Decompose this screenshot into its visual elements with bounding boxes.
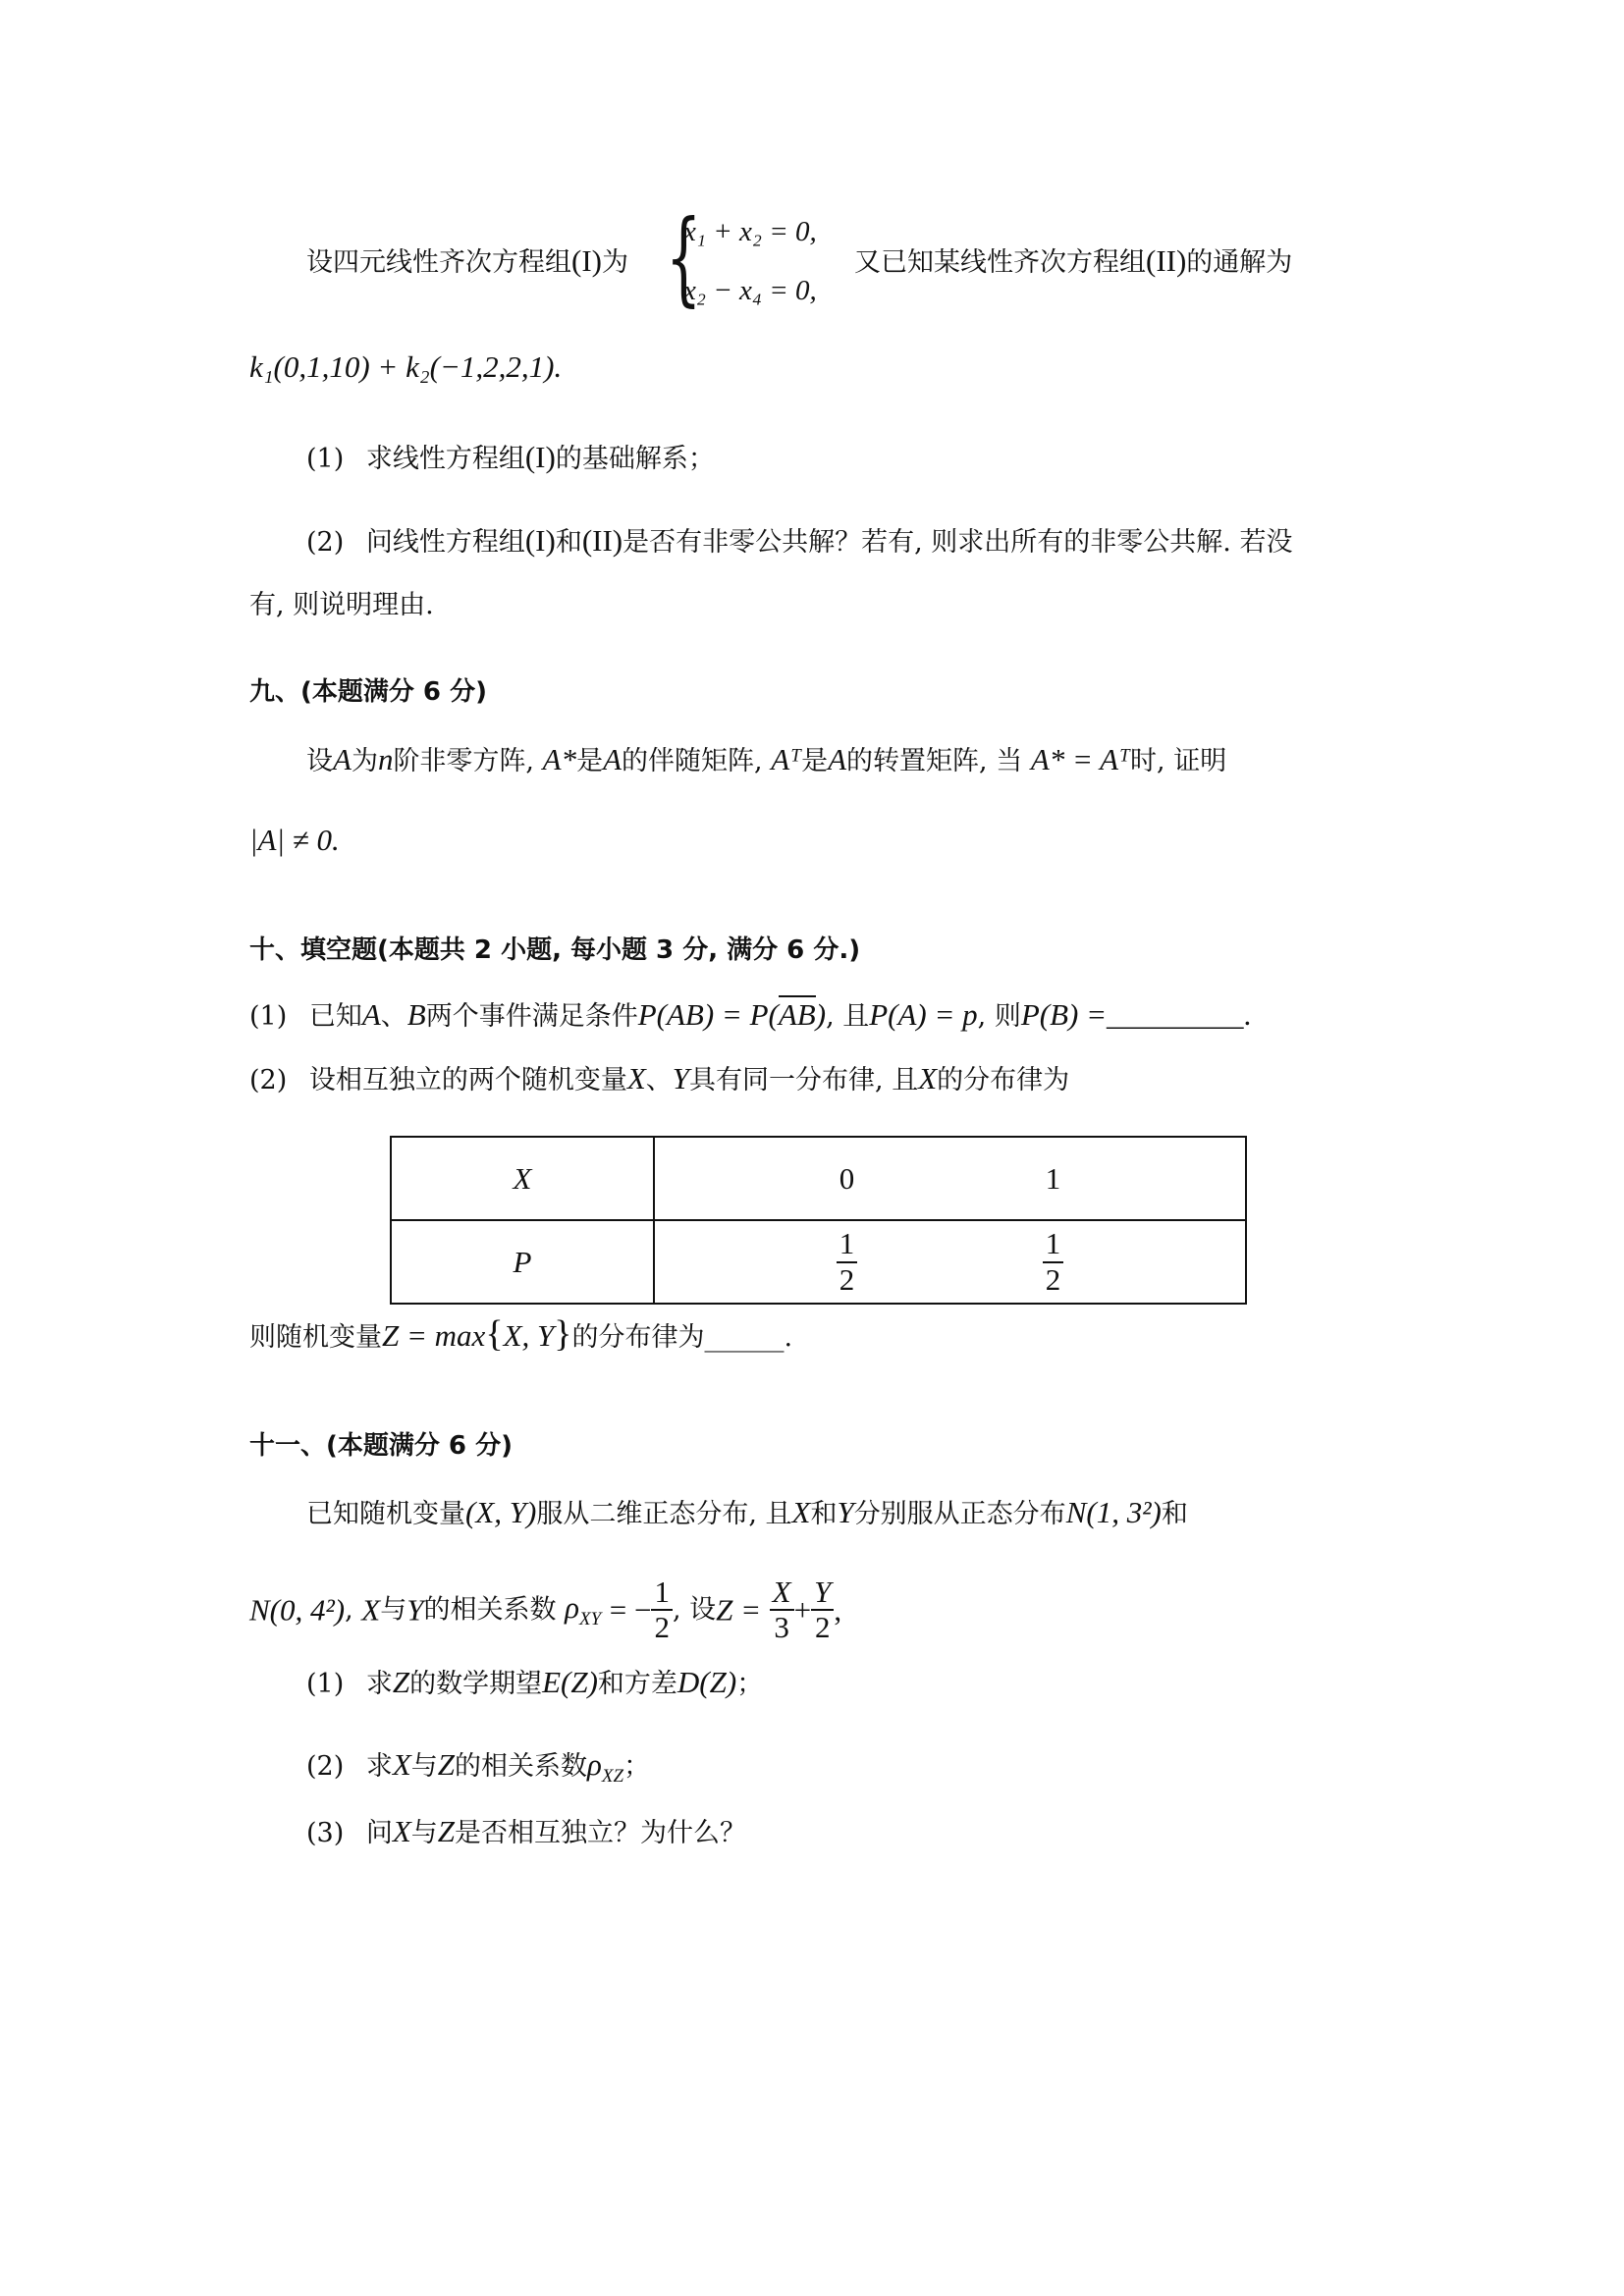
text: , 则 — [977, 1001, 1021, 1032]
answer-blank: _________. — [1107, 997, 1252, 1032]
rho: ρ — [587, 1747, 602, 1782]
text: 问 — [365, 1818, 393, 1848]
random-vector: (X, Y) — [465, 1495, 537, 1529]
text: 与 — [380, 1594, 407, 1626]
transpose-symbol: Aᵀ — [771, 742, 802, 776]
pb-expression: P(B) = — [1020, 997, 1108, 1032]
text: 和方差 — [597, 1669, 677, 1699]
text: 是否相互独立？为什么？ — [455, 1818, 747, 1848]
event-b: B — [406, 997, 426, 1032]
numerator: X — [770, 1575, 794, 1611]
var-x: X — [392, 1747, 411, 1782]
expectation: E(Z) — [542, 1665, 598, 1699]
text: 的数学期望 — [409, 1669, 543, 1699]
problem8-lead-line-right — [854, 245, 1292, 276]
text: 和 — [555, 527, 582, 558]
problem11-q1 — [306, 1667, 763, 1697]
text: 为 — [601, 247, 628, 278]
complement-ab: AB — [778, 997, 816, 1032]
question-number: (1) — [249, 1001, 288, 1032]
numerator: 1 — [837, 1227, 858, 1262]
general-solution: k₁(0,1,10) + k₂(−1,2,2,1). — [249, 349, 563, 384]
pa-equation: P(A) = p — [869, 997, 978, 1032]
condition-right: ) — [815, 997, 827, 1032]
rho-xz — [587, 1747, 624, 1788]
text: 的分布律为______. — [571, 1322, 793, 1353]
problem10-q2 — [249, 1063, 1069, 1094]
text: 具有同一分布律, 且 — [689, 1065, 919, 1095]
text: 和 — [810, 1499, 838, 1529]
text: 两个事件满足条件 — [425, 1001, 638, 1032]
text: 分别服从正态分布 — [853, 1499, 1066, 1529]
system-label: (I) — [524, 440, 556, 474]
question-number: (2) — [306, 527, 345, 558]
set-contents: X, Y — [503, 1318, 555, 1353]
text: 是 — [576, 746, 604, 776]
denominator: 2 — [1045, 1261, 1061, 1297]
text: 已知随机变量 — [306, 1499, 465, 1529]
text: 与 — [410, 1818, 438, 1848]
event-a: A — [361, 997, 381, 1032]
text: 设相互独立的两个随机变量 — [308, 1065, 627, 1095]
problem11-q3 — [306, 1816, 746, 1846]
table-row — [391, 1137, 1246, 1220]
text: 、 — [380, 1001, 407, 1032]
condition-left: P(AB) = P( — [637, 997, 779, 1032]
text: 是 — [801, 746, 829, 776]
var-y: Y — [406, 1592, 424, 1628]
denominator: 2 — [654, 1610, 670, 1645]
table-row — [391, 1220, 1246, 1304]
z-def: Z = — [716, 1592, 762, 1628]
text: 的分布律为 — [937, 1065, 1070, 1095]
problem8-lead-line — [306, 245, 628, 276]
text: 的基础解系； — [555, 444, 715, 474]
fraction — [837, 1227, 858, 1296]
adjugate-symbol: A* — [542, 742, 577, 776]
problem11-line2 — [249, 1575, 841, 1644]
system-eq1: x₁ + x₂ = 0, — [683, 216, 817, 247]
text: 求 — [365, 1669, 393, 1699]
denominator: 2 — [814, 1610, 831, 1645]
fraction — [1043, 1227, 1064, 1296]
numerator: Y — [811, 1575, 834, 1611]
var-z: Z — [392, 1665, 410, 1699]
system-label: (I) — [524, 523, 556, 558]
text: 已知 — [308, 1001, 362, 1032]
var-x: X — [392, 1814, 411, 1848]
fraction — [811, 1575, 834, 1644]
var-y: Y — [837, 1495, 854, 1529]
problem11-line1 — [306, 1497, 1188, 1527]
text: 的相关系数 — [423, 1594, 557, 1626]
text: 和 — [1161, 1499, 1188, 1529]
normal-dist-1: N(1, 3²) — [1065, 1495, 1162, 1529]
max-expression: Z = max — [382, 1318, 486, 1353]
problem10-q2-after — [249, 1315, 792, 1353]
text: 设四元线性齐次方程组 — [306, 247, 571, 278]
text: 的伴随矩阵, — [622, 746, 763, 776]
problem9-conclusion: |A| ≠ 0. — [249, 823, 340, 857]
fraction — [770, 1575, 794, 1644]
text: 设 — [306, 746, 333, 776]
table-probs — [654, 1220, 1246, 1304]
plus-sign: + — [793, 1592, 812, 1628]
system-brace: { — [666, 197, 702, 317]
matrix-symbol: A — [828, 742, 847, 776]
table-value: 1 — [1045, 1160, 1061, 1196]
text: , 且 — [826, 1001, 870, 1032]
problem8-q2 — [306, 525, 1292, 556]
var-x: X — [626, 1061, 646, 1095]
var-y: Y — [672, 1061, 690, 1095]
var-x: X — [361, 1592, 381, 1628]
text: 时, 证明 — [1130, 746, 1227, 776]
problem8-q1 — [306, 442, 715, 472]
problem10-q1 — [249, 999, 1251, 1030]
order-symbol: n — [377, 742, 394, 776]
problem9-heading: 九、(本题满分 6 分) — [249, 677, 487, 707]
text: 求 — [365, 1751, 393, 1782]
text: 为 — [351, 746, 378, 776]
system2-label: (II) — [1146, 243, 1187, 278]
text: 与 — [410, 1751, 438, 1782]
text: 则随机变量 — [249, 1322, 382, 1353]
numerator: 1 — [651, 1575, 673, 1611]
problem11-heading: 十一、(本题满分 6 分) — [249, 1431, 513, 1461]
numerator: 1 — [1043, 1227, 1064, 1262]
problem10-heading: 十、填空题(本题共 2 小题, 每小题 3 分, 满分 6 分.) — [249, 935, 861, 965]
text: 求线性方程组 — [365, 444, 525, 474]
text: 又已知某线性齐次方程组 — [854, 247, 1146, 278]
denominator: 3 — [774, 1610, 789, 1645]
variance: D(Z) — [677, 1665, 737, 1699]
distribution-table — [390, 1136, 1247, 1305]
text: 的通解为 — [1186, 247, 1293, 278]
text: 问线性方程组 — [365, 527, 525, 558]
text: , 设 — [672, 1594, 717, 1626]
denominator: 2 — [839, 1261, 855, 1297]
brace-left: { — [485, 1313, 504, 1355]
matrix-symbol: A — [603, 742, 622, 776]
var-x: X — [918, 1061, 938, 1095]
problem9-line1 — [306, 744, 1226, 774]
table-value: 0 — [839, 1160, 855, 1196]
rho-subscript: XZ — [601, 1766, 624, 1788]
fraction — [651, 1575, 673, 1644]
equals-minus: = − — [609, 1592, 652, 1628]
var-x: X — [791, 1495, 811, 1529]
table-values — [654, 1137, 1246, 1220]
rho-subscript: XY — [578, 1608, 602, 1629]
text: ； — [736, 1669, 764, 1699]
question-number: (2) — [249, 1065, 288, 1095]
comma: , — [834, 1592, 842, 1628]
condition-equation: A* = Aᵀ — [1030, 742, 1131, 776]
table-header-x: X — [391, 1137, 654, 1220]
problem11-q2 — [306, 1749, 650, 1786]
text: 是否有非零公共解？若有, 则求出所有的非零公共解. 若没 — [623, 527, 1293, 558]
question-number: (1) — [306, 444, 345, 474]
text: 的相关系数 — [455, 1751, 588, 1782]
question-number: (2) — [306, 1751, 345, 1782]
rho: ρ — [565, 1589, 579, 1625]
text: 服从二维正态分布, 且 — [536, 1499, 792, 1529]
question-number: (3) — [306, 1818, 345, 1848]
system-eq2: x₂ − x₄ = 0, — [683, 275, 817, 306]
var-z: Z — [437, 1747, 456, 1782]
normal-dist-2: N(0, 4²) — [249, 1592, 346, 1628]
brace-right: } — [554, 1313, 572, 1355]
system-label: (I) — [571, 243, 602, 278]
text: 、 — [645, 1065, 673, 1095]
text: 的转置矩阵, 当 — [846, 746, 1023, 776]
text: ； — [623, 1751, 651, 1782]
text: , — [345, 1594, 362, 1626]
text: 阶非零方阵, — [393, 746, 535, 776]
rho-xy — [565, 1589, 602, 1629]
system-label: (II) — [581, 523, 623, 558]
matrix-symbol: A — [333, 742, 352, 776]
table-header-p: P — [391, 1220, 654, 1304]
question-number: (1) — [306, 1669, 345, 1699]
problem8-q2-cont: 有, 则说明理由. — [249, 590, 434, 620]
var-z: Z — [437, 1814, 456, 1848]
